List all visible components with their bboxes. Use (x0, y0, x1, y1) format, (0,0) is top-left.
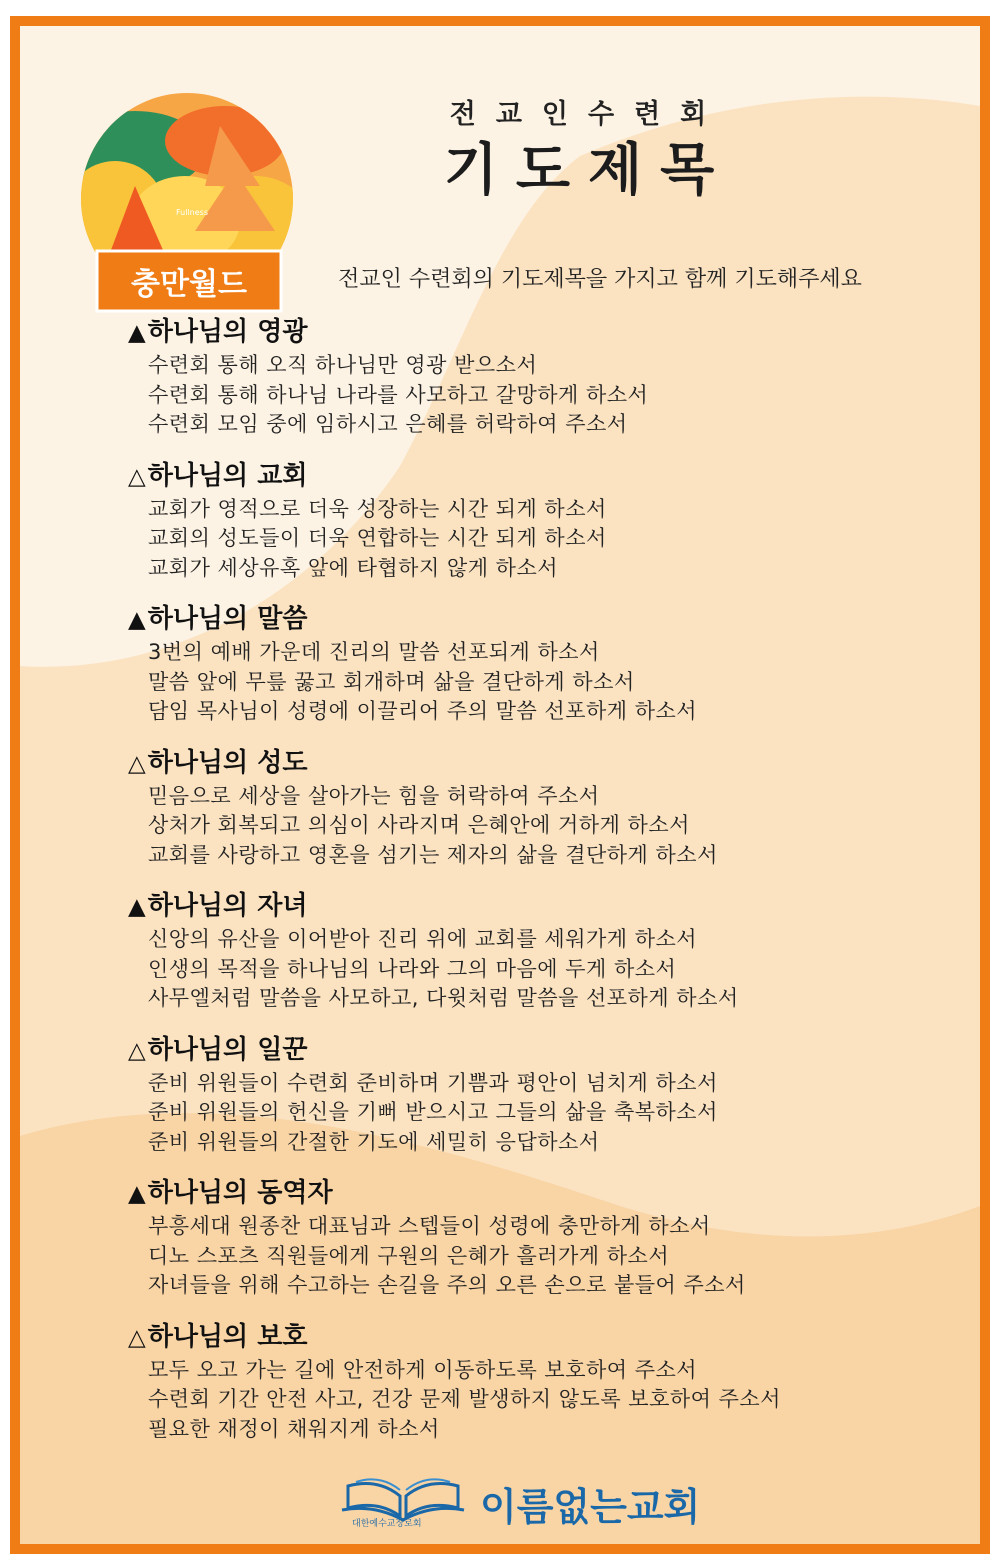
prayer-item: 준비 위원들의 간절한 기도에 세밀히 응답하소서 (148, 1129, 600, 1154)
prayer-section (128, 1032, 781, 1176)
section-heading-text: 하나님의 교회 (147, 460, 308, 491)
prayer-item: 믿음으로 세상을 살아가는 힘을 허락하여 주소서 (148, 783, 600, 808)
section-heading (128, 888, 781, 925)
triangle-icon: ▲ (128, 320, 146, 346)
prayer-item: 인생의 목적을 하나님의 나라와 그의 마음에 두게 하소서 (148, 956, 677, 981)
section-heading (128, 1032, 781, 1069)
prayer-item: 교회가 세상유혹 앞에 타협하지 않게 하소서 (148, 555, 559, 580)
prayer-item: 담임 목사님이 성령에 이끌리어 주의 말씀 선포하게 하소서 (148, 699, 698, 723)
section-heading-text: 하나님의 성도 (147, 747, 308, 778)
prayer-sections (128, 314, 781, 1462)
badge-tag: Fullness (175, 208, 209, 217)
prayer-section (128, 745, 781, 889)
prayer-item: 수련회 기간 안전 사고, 건강 문제 발생하지 않도록 보호하여 주소서 (148, 1387, 781, 1411)
section-heading (128, 314, 781, 351)
triangle-icon: ▲ (128, 1181, 146, 1207)
prayer-item: 교회의 성도들이 더욱 연합하는 시간 되게 하소서 (148, 526, 607, 550)
section-heading-text: 하나님의 일꾼 (147, 1034, 308, 1065)
church-name: 이름없는교회 (480, 1485, 701, 1529)
triangle-icon: ▲ (128, 894, 146, 920)
triangle-outline-icon: △ (128, 750, 146, 777)
intro-text: 전교인 수련회의 기도제목을 가지고 함께 기도해주세요 (338, 267, 862, 292)
prayer-item: 준비 위원들이 수련회 준비하며 기쁨과 평안이 넘치게 하소서 (148, 1070, 718, 1095)
prayer-section (128, 1319, 781, 1463)
prayer-item: 교회를 사랑하고 영혼을 섬기는 제자의 삶을 결단하게 하소서 (148, 842, 718, 867)
prayer-item: 필요한 재정이 채워지게 하소서 (148, 1416, 440, 1441)
triangle-outline-icon: △ (128, 1037, 146, 1064)
section-heading-text: 하나님의 동역자 (147, 1178, 333, 1208)
denomination-label: 대한예수교장로회 (352, 1519, 422, 1529)
section-heading-text: 하나님의 영광 (147, 317, 308, 347)
prayer-item: 준비 위원들의 헌신을 기뻐 받으시고 그들의 삶을 축복하소서 (148, 1100, 718, 1124)
prayer-item: 교회가 영적으로 더욱 성장하는 시간 되게 하소서 (148, 496, 607, 521)
prayer-item: 사무엘처럼 말씀을 사모하고, 다윗처럼 말씀을 선포하게 하소서 (148, 986, 739, 1010)
prayer-item: 수련회 통해 오직 하나님만 영광 받으소서 (148, 353, 538, 377)
triangle-outline-icon: △ (128, 1324, 146, 1351)
prayer-item: 자녀들을 위해 수고하는 손길을 주의 오른 손으로 붙들어 주소서 (148, 1273, 746, 1297)
section-heading (128, 458, 781, 495)
prayer-item: 상처가 회복되고 의심이 사라지며 은혜안에 거하게 하소서 (148, 813, 690, 837)
prayer-section (128, 314, 781, 458)
prayer-item: 부흥세대 원종찬 대표님과 스텝들이 성령에 충만하게 하소서 (148, 1214, 711, 1238)
prayer-section (128, 888, 781, 1032)
section-heading-text: 하나님의 자녀 (147, 891, 308, 921)
poster-title: 기도제목 (443, 138, 733, 203)
section-heading (128, 745, 781, 782)
poster-frame (10, 16, 990, 1554)
church-footer (330, 1466, 750, 1536)
prayer-item: 신앙의 유산을 이어받아 진리 위에 교회를 세워가게 하소서 (148, 927, 698, 951)
section-heading-text: 하나님의 보호 (147, 1321, 308, 1352)
triangle-outline-icon: △ (128, 463, 146, 490)
section-heading (128, 1319, 781, 1356)
triangle-icon: ▲ (128, 607, 146, 633)
prayer-item: 모두 오고 가는 길에 안전하게 이동하도록 보호하여 주소서 (148, 1357, 698, 1382)
prayer-item: 수련회 모임 중에 임하시고 은혜를 허락하여 주소서 (148, 412, 628, 436)
prayer-section (128, 601, 781, 745)
section-heading-text: 하나님의 말씀 (147, 604, 308, 634)
prayer-item: 디노 스포츠 직원들에게 구원의 은혜가 흘러가게 하소서 (148, 1243, 670, 1268)
poster-subtitle: 전교인수련회 (449, 99, 727, 130)
prayer-item: 3번의 예배 가운데 진리의 말씀 선포되게 하소서 (148, 640, 600, 664)
prayer-item: 수련회 통해 하나님 나라를 사모하고 갈망하게 하소서 (148, 382, 649, 407)
prayer-section (128, 458, 781, 602)
prayer-section (128, 1175, 781, 1319)
badge-label: 충만월드 (131, 267, 247, 302)
section-heading (128, 601, 781, 638)
section-heading (128, 1175, 781, 1212)
prayer-item: 말씀 앞에 무릎 꿇고 회개하며 삶을 결단하게 하소서 (148, 669, 635, 694)
